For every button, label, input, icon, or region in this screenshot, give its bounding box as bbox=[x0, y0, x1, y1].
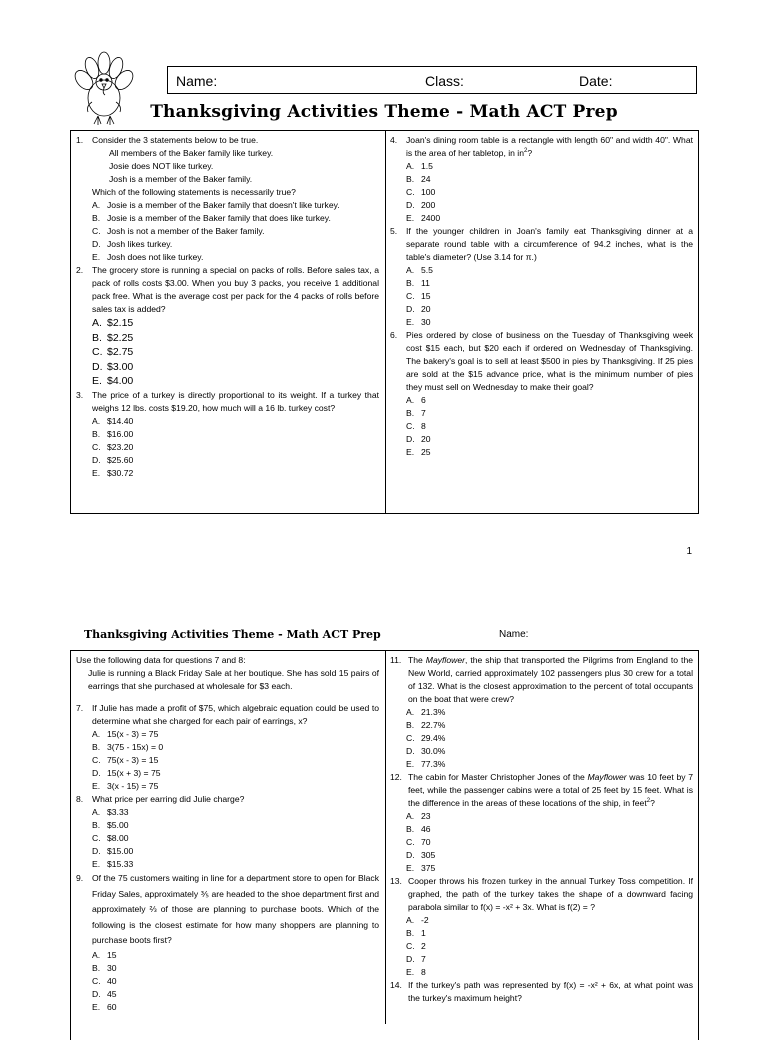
q4-choice-c[interactable]: C. 100 bbox=[406, 187, 436, 197]
question-4: 4. Joan's dining room table is a rectangle with length 60" and width 40". What is the area of her tabletop, in $in^2$? bbox=[390, 135, 693, 158]
question-8: 8. What price per earring did Julie charge? bbox=[76, 794, 245, 804]
page2-right-column bbox=[390, 654, 693, 1005]
q12-choice-c[interactable]: C. 70 bbox=[406, 837, 431, 847]
q13-choice-b[interactable]: B. 1 bbox=[406, 928, 426, 938]
q12-choice-a[interactable]: A. 23 bbox=[406, 811, 431, 821]
question-6: 6. Pies ordered by close of business on the Tuesday of Thanksgiving week cost $15 each, but $20 each if ordered on Wednesday of Thanksgiving. The bakery's goal is to sell at least $500 in pies by Thanksgiving. If 25 pies are sold at the $15 advance price, what is the minimum number of pies they must sell on Wednesday to make their goal? bbox=[390, 330, 693, 392]
page1-column-divider bbox=[385, 130, 386, 514]
q1-choice-e[interactable]: E. Josh does not like turkey. bbox=[92, 252, 204, 262]
q6-choice-c[interactable]: C. 8 bbox=[406, 421, 426, 431]
q5-choice-d[interactable]: D. 20 bbox=[406, 304, 431, 314]
q11-choice-a[interactable]: A. 21.3% bbox=[406, 707, 446, 717]
q1-choice-c[interactable]: C. Josh is not a member of the Baker family. bbox=[92, 226, 265, 236]
q3-choice-b[interactable]: B. $16.00 bbox=[92, 428, 134, 439]
question-7: 7. If Julie has made a profit of $75, which algebraic equation could be used to determine what she charged for each pair of earrings, x? bbox=[76, 703, 379, 726]
q13-choice-c[interactable]: C. 2 bbox=[406, 941, 426, 951]
question-14: 14. If the turkey's path was represented by f(x) = -x² + 6x, at what point was the turkey's maximum height? bbox=[390, 980, 693, 1003]
page2-title: Thanksgiving Activities Theme - Math ACT Prep bbox=[84, 628, 381, 641]
q7-choice-d[interactable]: D. 15(x + 3) = 75 bbox=[92, 768, 161, 778]
q8-choice-e[interactable]: E. $15.33 bbox=[92, 859, 134, 869]
q12-choice-d[interactable]: D. 305 bbox=[406, 850, 436, 860]
q12-choice-e[interactable]: E. 375 bbox=[406, 863, 436, 873]
page2-left-column bbox=[76, 654, 379, 1014]
q5-choice-e[interactable]: E. 30 bbox=[406, 317, 431, 327]
q9-choice-e[interactable]: E. 60 bbox=[92, 1001, 117, 1012]
header-box bbox=[167, 66, 697, 94]
q2-choice-a[interactable]: A. $2.15 bbox=[92, 317, 134, 329]
q13-choice-d[interactable]: D. 7 bbox=[406, 954, 426, 964]
q8-choice-c[interactable]: C. $8.00 bbox=[92, 833, 129, 843]
question-1: 1. Consider the 3 statements below to be true. bbox=[76, 135, 259, 145]
q6-choice-a[interactable]: A. 6 bbox=[406, 395, 426, 405]
q7-choice-c[interactable]: C. 75(x - 3) = 15 bbox=[92, 755, 159, 765]
question-13: 13. Cooper throws his frozen turkey in the annual Turkey Toss competition. If graphed, the path of the turkey takes the shape of a downward facing parabola similar to f(x) = -x² + 3x. What is f(2) = ? bbox=[390, 876, 693, 912]
q7-choice-b[interactable]: B. 3(75 - 15x) = 0 bbox=[92, 742, 164, 752]
class-label: Class: bbox=[425, 73, 464, 89]
q1-choice-d[interactable]: D. Josh likes turkey. bbox=[92, 239, 173, 249]
page1-right-column bbox=[390, 134, 693, 459]
question-2: 2. The grocery store is running a special on packs of rolls. Before sales tax, a pack of rolls costs $3.00. When you buy 3 packs, you receive 1 additional pack free. What is the average cost per pack for the 4 packs of rolls before sales tax is added? bbox=[76, 265, 379, 314]
q3-choice-d[interactable]: D. $25.60 bbox=[92, 454, 134, 465]
page-number: 1 bbox=[686, 546, 692, 557]
q9-choice-b[interactable]: B. 30 bbox=[92, 962, 117, 973]
q11-choice-b[interactable]: B. 22.7% bbox=[406, 720, 446, 730]
q9-choice-c[interactable]: C. 40 bbox=[92, 975, 117, 986]
q3-choice-c[interactable]: C. $23.20 bbox=[92, 441, 134, 452]
question-9: 9. Of the 75 customers waiting in line for a department store to open for Black Friday Sales, approximately ⅗ are headed to the shoe department first and approximately ⅔ of those are planning to purchase boots. Which of the following is the closest estimate for how many shoppers are planning to purchase boots first? bbox=[76, 873, 380, 946]
q9-choice-d[interactable]: D. 45 bbox=[92, 988, 117, 999]
q1-statement: All members of the Baker family like turkey. bbox=[109, 148, 274, 158]
name-label: Name: bbox=[176, 73, 218, 89]
page-title: Thanksgiving Activities Theme - Math ACT Prep bbox=[150, 102, 618, 122]
q4-choice-a[interactable]: A. 1.5 bbox=[406, 161, 433, 171]
date-label: Date: bbox=[579, 73, 613, 89]
q4-choice-d[interactable]: D. 200 bbox=[406, 200, 436, 210]
q3-choice-e[interactable]: E. $30.72 bbox=[92, 467, 134, 478]
q6-choice-e[interactable]: E. 25 bbox=[406, 447, 431, 457]
q13-choice-e[interactable]: E. 8 bbox=[406, 967, 426, 977]
q3-choice-a[interactable]: A. $14.40 bbox=[92, 415, 134, 426]
q8-choice-a[interactable]: A. $3.33 bbox=[92, 807, 129, 817]
q6-choice-b[interactable]: B. 7 bbox=[406, 408, 426, 418]
q12-choice-b[interactable]: B. 46 bbox=[406, 824, 431, 834]
question-11: 11. The Mayflower, the ship that transported the Pilgrims from England to the New World, carried approximately 102 passengers plus 30 crew for a total of 132. What is the closest approximation to the percent of total occupants on the boat that were crew? bbox=[390, 655, 694, 704]
q11-choice-e[interactable]: E. 77.3% bbox=[406, 759, 446, 769]
q7-choice-a[interactable]: A. 15(x - 3) = 75 bbox=[92, 729, 159, 739]
q9-choice-a[interactable]: A. 15 bbox=[92, 949, 117, 960]
q5-choice-a[interactable]: A. 5.5 bbox=[406, 265, 433, 275]
q13-choice-a[interactable]: A. -2 bbox=[406, 915, 429, 925]
q2-choice-c[interactable]: C. $2.75 bbox=[92, 346, 134, 359]
page1-left-column bbox=[76, 134, 379, 480]
q11-choice-d[interactable]: D. 30.0% bbox=[406, 746, 446, 756]
q7-choice-e[interactable]: E. 3(x - 15) = 75 bbox=[92, 781, 159, 791]
page2-name-label: Name: bbox=[499, 629, 529, 640]
q4-choice-b[interactable]: B. 24 bbox=[406, 174, 431, 184]
q2-choice-b[interactable]: B. $2.25 bbox=[92, 331, 134, 344]
q2-choice-e[interactable]: E. $4.00 bbox=[92, 375, 134, 388]
q4-choice-e[interactable]: E. 2400 bbox=[406, 213, 441, 223]
q8-choice-b[interactable]: B. $5.00 bbox=[92, 820, 129, 830]
page2-column-divider bbox=[385, 650, 386, 1024]
data-intro: Use the following data for questions 7 and 8: bbox=[76, 655, 246, 665]
q1-statement: Josh is a member of the Baker family. bbox=[109, 174, 253, 184]
question-5: 5. If the younger children in Joan's family eat Thanksgiving dinner at a separate round table with a circumference of 94.2 inches, what is the table's diameter? (Use 3.14 for π.) bbox=[390, 226, 693, 262]
q1-choice-b[interactable]: B. Josie is a member of the Baker family that does like turkey. bbox=[92, 213, 331, 223]
question-12: 12. The cabin for Master Christopher Jones of the Mayflower was 10 feet by 7 feet, while the passenger cabins were a total of 25 feet by 15 feet. What is the difference in the areas of these locations of the ship, in feet$^2$? bbox=[390, 772, 693, 808]
q2-choice-d[interactable]: D. $3.00 bbox=[92, 360, 134, 373]
q8-choice-d[interactable]: D. $15.00 bbox=[92, 846, 134, 856]
q1-statement: Josie does NOT like turkey. bbox=[109, 161, 214, 171]
q5-choice-c[interactable]: C. 15 bbox=[406, 291, 431, 301]
question-3: 3. The price of a turkey is directly proportional to its weight. If a turkey that weighs 12 lbs. costs $19.20, how much will a 16 lb. turkey cost? bbox=[76, 389, 379, 413]
q1-prompt: Which of the following statements is necessarily true? bbox=[92, 187, 296, 197]
q5-choice-b[interactable]: B. 11 bbox=[406, 278, 430, 288]
q11-choice-c[interactable]: C. 29.4% bbox=[406, 733, 446, 743]
data-intro-text: Julie is running a Black Friday Sale at her boutique. She has sold 15 pairs of earrings that she purchased at wholesale for $3 each. bbox=[88, 668, 379, 691]
q1-choice-a[interactable]: A. Josie is a member of the Baker family that doesn't like turkey. bbox=[92, 200, 340, 210]
q6-choice-d[interactable]: D. 20 bbox=[406, 434, 431, 444]
